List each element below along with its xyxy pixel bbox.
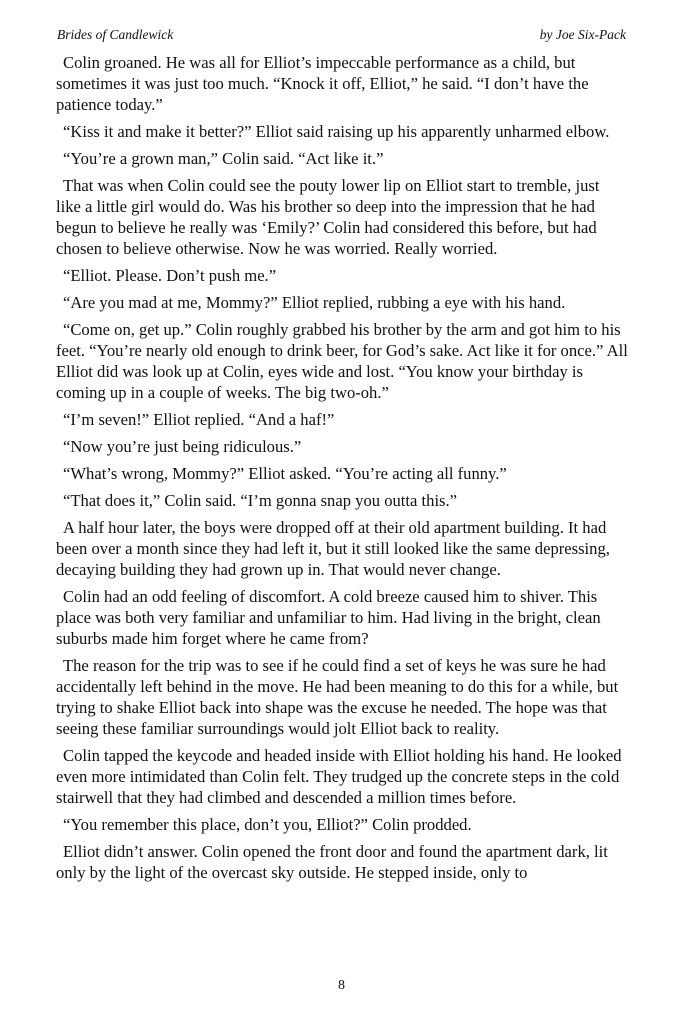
paragraph: “What’s wrong, Mommy?” Elliot asked. “You’re acting all funny.” (63, 464, 507, 483)
paragraph: “Kiss it and make it better?” Elliot said raising up his apparently unharmed elbow. (63, 122, 610, 141)
paragraph: “That does it,” Colin said. “I’m gonna snap you outta this.” (63, 491, 458, 510)
paragraph: “Are you mad at me, Mommy?” Elliot replied, rubbing a eye with his hand. (63, 293, 566, 312)
paragraph: That was when Colin could see the pouty lower lip on Elliot start to tremble, just like a little girl would do. Was his brother so deep into the impression that he had begun to believe he really was ‘Emily?’ Colin had considered this before, but had chosen to believe otherwise. Now he was worried. Really worried. (56, 176, 600, 258)
page-body (56, 52, 628, 889)
author-byline: by Joe Six-Pack (539, 27, 626, 42)
paragraph: “Now you’re just being ridiculous.” (63, 437, 302, 456)
paragraph: Colin tapped the keycode and headed inside with Elliot holding his hand. He looked even more intimidated than Colin felt. They trudged up the concrete steps in the cold stairwell that they had climbed and descended a million times before. (56, 746, 622, 807)
page-number: 8 (338, 978, 345, 993)
paragraph: Colin groaned. He was all for Elliot’s impeccable performance as a child, but sometimes it was just too much. “Knock it off, Elliot,” he said. “I don’t have the patience today.” (56, 53, 589, 114)
paragraph: Colin had an odd feeling of discomfort. A cold breeze caused him to shiver. This place was both very familiar and unfamiliar to him. Had living in the bright, clean suburbs made him forget where he came from? (56, 587, 601, 648)
paragraph: “Come on, get up.” Colin roughly grabbed his brother by the arm and got him to his feet. “You’re nearly old enough to drink beer, for God’s sake. Act like it for once.” All Elliot did was look up at Colin, eyes wide and lost. “You know your birthday is coming up in a couple of weeks. The big two-oh.” (56, 320, 628, 402)
paragraph: “You remember this place, don’t you, Elliot?” Colin prodded. (63, 815, 472, 834)
paragraph: “You’re a grown man,” Colin said. “Act like it.” (63, 149, 384, 168)
paragraph: “I’m seven!” Elliot replied. “And a haf!” (63, 410, 335, 429)
paragraph: The reason for the trip was to see if he could find a set of keys he was sure he had accidentally left behind in the move. He had been meaning to do this for a while, but trying to shake Elliot back into shape was the excuse he needed. The hope was that seeing these familiar surroundings would jolt Elliot back to reality. (56, 656, 619, 738)
book-title: Brides of Candlewick (57, 27, 174, 42)
paragraph: “Elliot. Please. Don’t push me.” (63, 266, 277, 285)
running-header (57, 27, 626, 43)
paragraph: Elliot didn’t answer. Colin opened the front door and found the apartment dark, lit only by the light of the overcast sky outside. He stepped inside, only to (56, 842, 608, 882)
paragraph: A half hour later, the boys were dropped off at their old apartment building. It had been over a month since they had left it, but it still looked like the same depressing, decaying building they had grown up in. That would never change. (56, 518, 610, 579)
